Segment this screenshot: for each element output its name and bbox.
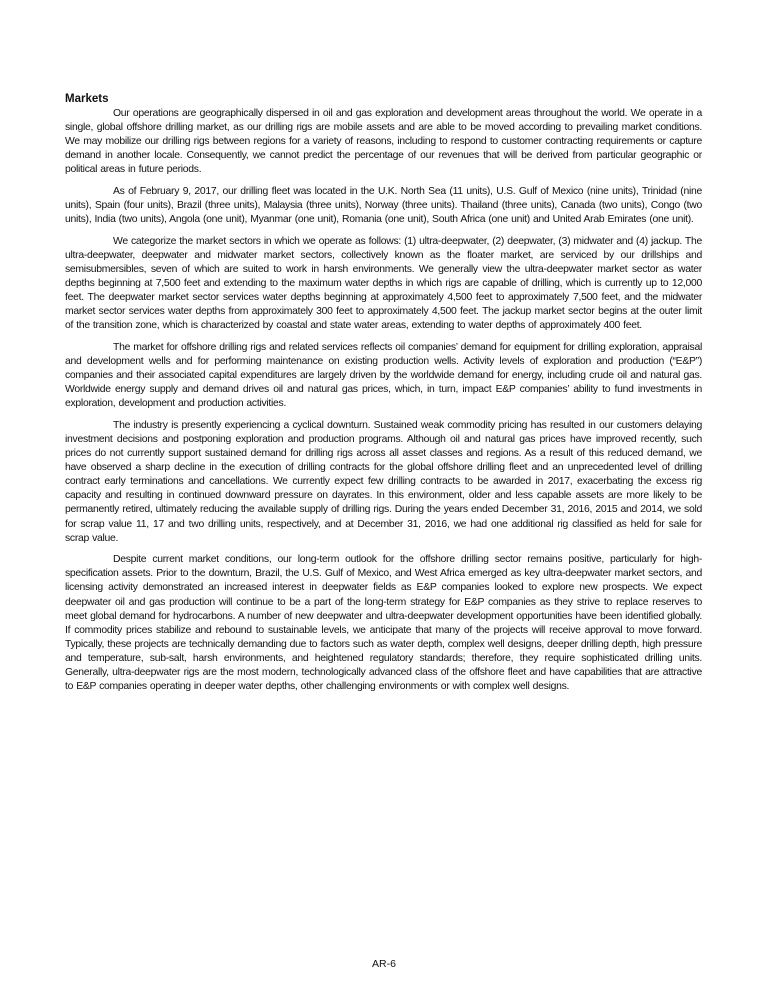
page-number: AR-6 xyxy=(372,958,396,970)
paragraph-market-sectors: We categorize the market sectors in which we operate as follows: (1) ultra-deepwater, (2) deepwater, (3) midwater and (4) jackup. The ultra-deepwater, deepwater and midwater market sectors, collectively known as the floater market, are serviced by our drillships and semisubmersibles, seven of which are suited to work in harsh environments. We generally view the ultra-deepwater market sector as water depths beginning at 7,500 feet and extending to the maximum water depths in which rigs are capable of drilling, which is currently up to 12,000 feet. The deepwater market sector services water depths beginning at approximately 4,500 feet to approximately 7,500 feet, and the midwater market sector services water depths from approximately 300 feet to approximately 4,500 feet. The jackup market sector begins at the outer limit of the transition zone, which is characterized by coastal and state water areas, extending to water depths of approximately 400 feet. xyxy=(65,235,702,332)
paragraph-industry-downturn: The industry is presently experiencing a cyclical downturn. Sustained weak commodity pricing has resulted in our customers delaying investment decisions and postponing exploration and production programs. Although oil and natural gas prices have improved recently, such prices do not currently support sustained demand for drilling rigs across all asset classes and regions. As a result of this reduced demand, we have observed a sharp decline in the execution of drilling contracts for the global offshore drilling fleet and an unprecedented level of drilling contract early terminations and cancellations. We currently expect few drilling contracts to be awarded in 2017, exacerbating the excess rig capacity and resulting in continued downward pressure on dayrates. In this environment, older and less capable assets are more likely to be permanently retired, ultimately reducing the available supply of drilling rigs. During the years ended December 31, 2016, 2015 and 2014, we sold for scrap value 11, 17 and two drilling units, respectively, and at December 31, 2016, we had one additional rig classified as held for sale for scrap value. xyxy=(65,419,702,544)
paragraph-long-term-outlook: Despite current market conditions, our long-term outlook for the offshore drilling sector remains positive, particularly for high-specification assets. Prior to the downturn, Brazil, the U.S. Gulf of Mexico, and West Africa emerged as key ultra-deepwater market sectors, and licensing activity demonstrated an increased interest in deepwater fields as E&P companies looked to explore new prospects. We expect deepwater oil and gas production will continue to be a part of the long-term strategy for E&P companies as they strive to replace reserves to meet global demand for hydrocarbons. A number of new deepwater and ultra-deepwater development opportunities have been identified globally. If commodity prices stabilize and rebound to sustainable levels, we anticipate that many of the projects will receive approval to move forward. Typically, these projects are technically demanding due to factors such as water depth, complex well designs, deeper drilling depth, high pressure and temperature, sub-salt, harsh environments, and heightened regulatory standards; therefore, they require sophisticated drilling units. Generally, ultra-deepwater rigs are the most modern, technologically advanced class of the offshore fleet and have capabilities that are attractive to E&P companies operating in deeper water depths, other challenging environments or with complex well designs. xyxy=(65,554,702,693)
section-title: Markets xyxy=(65,93,109,105)
document-body xyxy=(65,92,702,702)
paragraph-fleet-locations: As of February 9, 2017, our drilling fleet was located in the U.K. North Sea (11 units), U.S. Gulf of Mexico (nine units), Trinidad (nine units), Spain (four units), Brazil (three units), Malaysia (three units), Norway (three units). Thailand (three units), Canada (two units), Congo (two units), India (two units), Angola (one unit), Myanmar (one unit), Romania (one unit), South Africa (one unit) and United Arab Emirates (one unit). xyxy=(65,185,702,226)
paragraph-market-demand: The market for offshore drilling rigs and related services reflects oil companies’ demand for equipment for drilling exploration, appraisal and development wells and for performing maintenance on existing production wells. Activity levels of exploration and production (“E&P”) companies and their associated capital expenditures are largely driven by the worldwide demand for energy, including crude oil and natural gas. Worldwide energy supply and demand drives oil and natural gas prices, which, in turn, impact E&P companies’ ability to fund investments in exploration, development and production activities. xyxy=(65,341,702,410)
paragraph-operations: Our operations are geographically dispersed in oil and gas exploration and development areas throughout the world. We operate in a single, global offshore drilling market, as our drilling rigs are mobile assets and are able to be moved according to prevailing market conditions. We may mobilize our drilling rigs between regions for a variety of reasons, including to respond to customer contracting requirements or capture demand in another locale. Consequently, we cannot predict the percentage of our revenues that will be derived from particular geographic or political areas in future periods. xyxy=(65,108,702,176)
